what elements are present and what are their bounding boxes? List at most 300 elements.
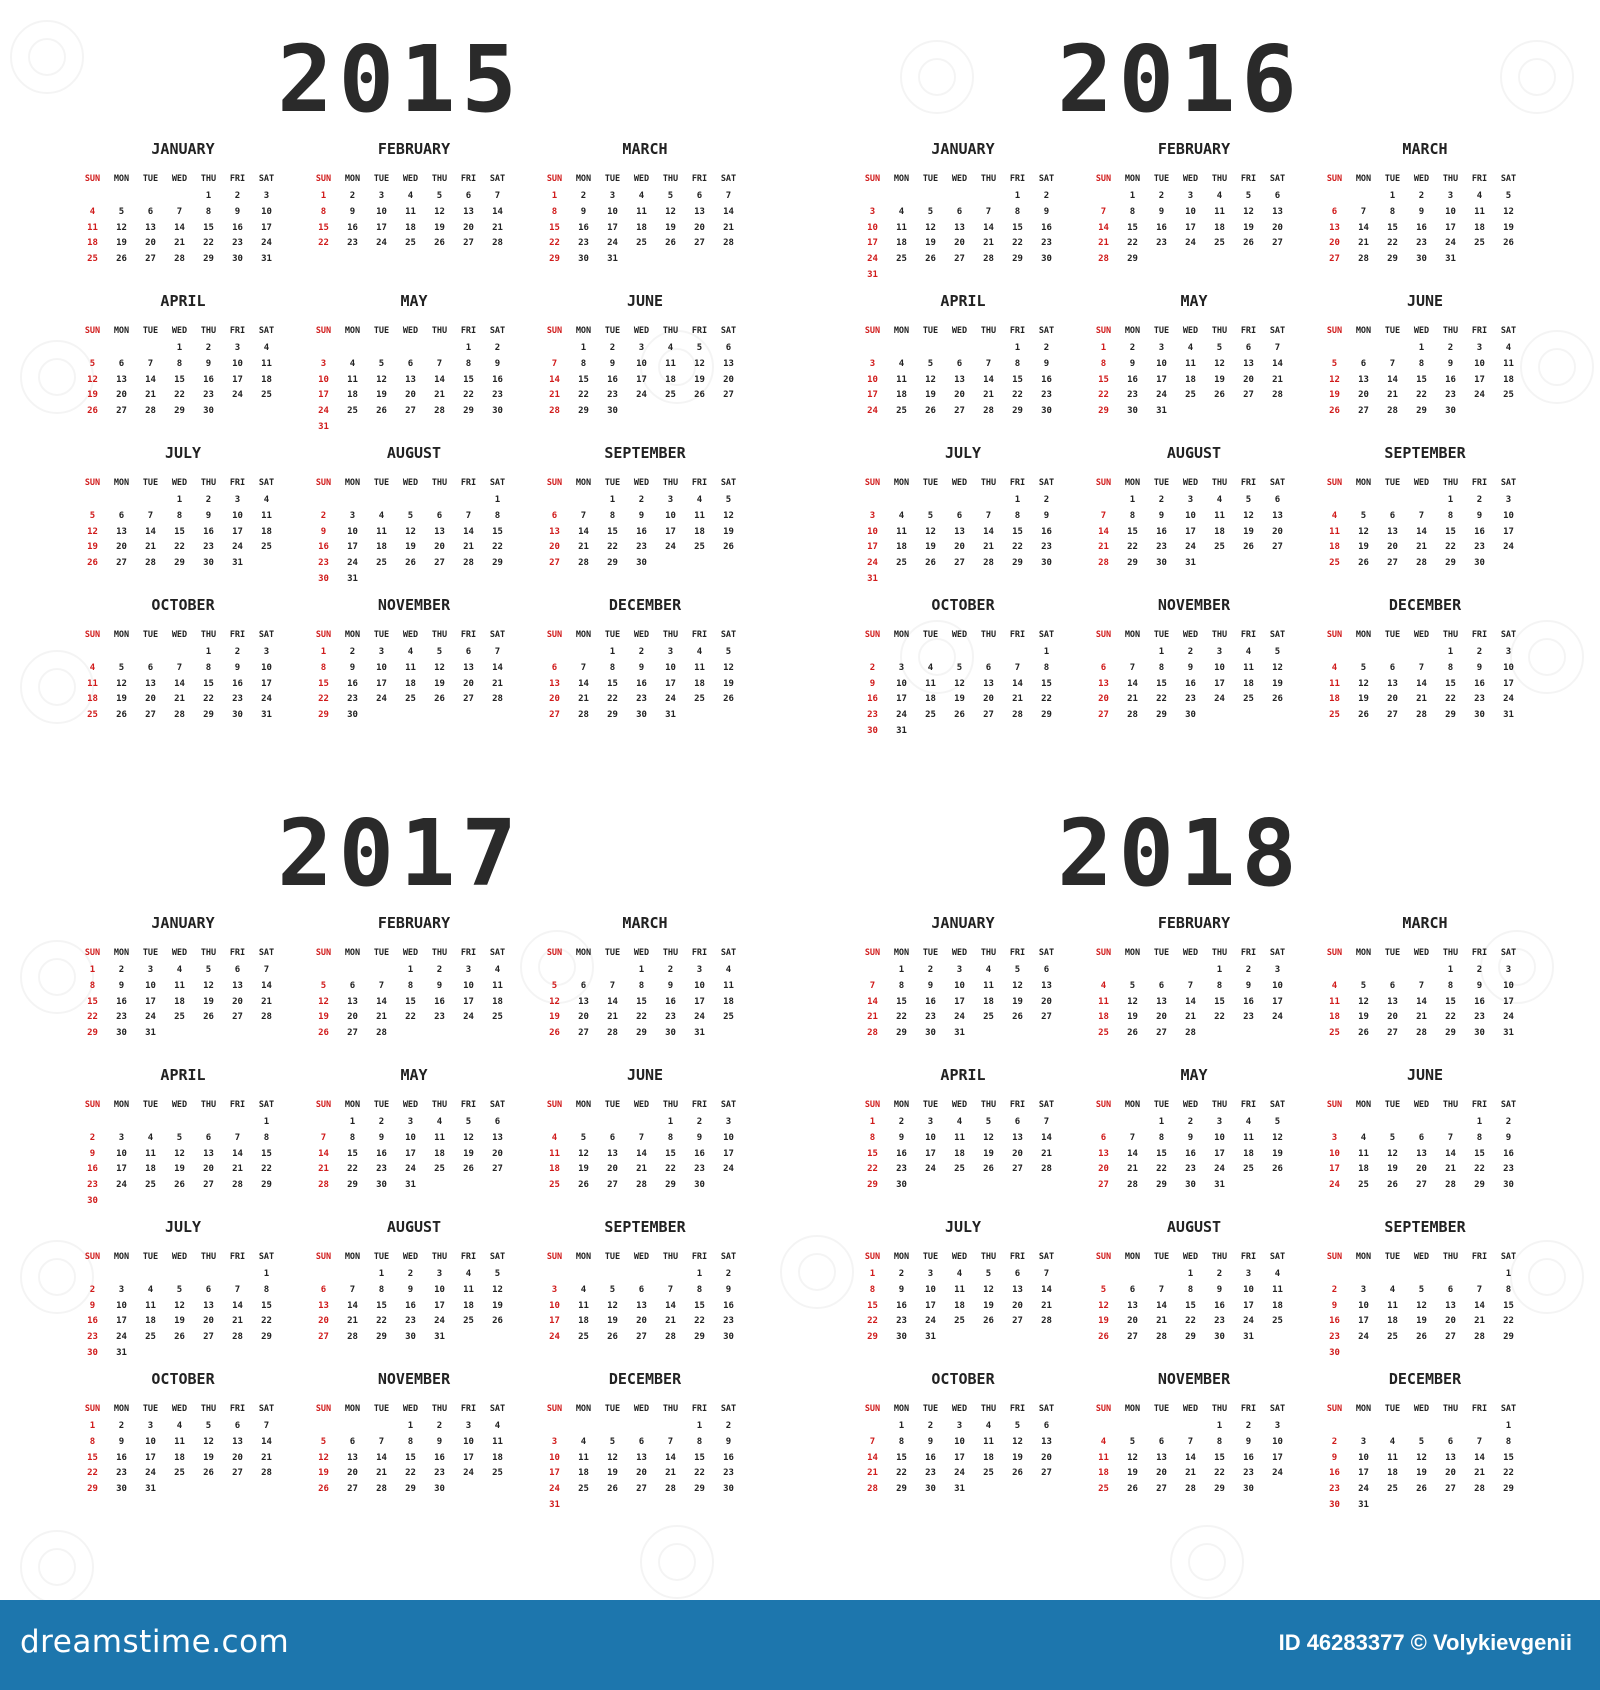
day-cell: 5: [436, 647, 443, 657]
day-cell: 14: [867, 996, 878, 1007]
day-cell: 29: [347, 1180, 358, 1191]
weekday-label: WED: [1413, 478, 1430, 488]
day-cell: 19: [376, 390, 387, 401]
day-cell: 30: [318, 574, 329, 584]
day-cell: 23: [203, 542, 214, 553]
weekday-label: THU: [1442, 1404, 1459, 1414]
day-cell: 17: [232, 374, 243, 385]
day-cell: 30: [1156, 558, 1167, 569]
day-cell: 15: [463, 374, 474, 385]
day-cell: 22: [405, 1012, 416, 1023]
day-cell: 29: [1098, 406, 1109, 417]
day-cell: 13: [607, 1148, 618, 1159]
weekday-label: TUE: [922, 630, 939, 640]
day-cell: 20: [203, 1164, 214, 1175]
weekday-label: FRI: [229, 174, 246, 184]
day-cell: 23: [1156, 238, 1167, 249]
day-cell: 9: [378, 1132, 385, 1143]
day-cell: 2: [494, 343, 501, 353]
day-cell: 20: [954, 542, 965, 553]
day-cell: 24: [1272, 1012, 1283, 1023]
day-cell: 23: [232, 694, 243, 705]
day-cell: 19: [1329, 390, 1340, 401]
day-cell: 3: [1331, 1132, 1338, 1143]
weekday-label: FRI: [460, 174, 477, 184]
day-cell: 2: [927, 965, 934, 975]
day-cell: 31: [867, 574, 878, 584]
day-cell: 4: [580, 1284, 587, 1295]
day-cell: 7: [1447, 1132, 1454, 1143]
month-name: JULY: [944, 444, 982, 462]
day-cell: 2: [927, 1421, 934, 1431]
day-cell: 24: [954, 1468, 965, 1479]
day-cell: 13: [116, 526, 127, 537]
weekday-label: SAT: [1500, 1100, 1517, 1110]
day-cell: 20: [954, 238, 965, 249]
day-cell: 4: [1100, 1436, 1107, 1447]
day-cell: 6: [234, 1421, 241, 1431]
day-cell: 5: [551, 980, 558, 991]
day-cell: 1: [176, 343, 183, 353]
day-cell: 4: [667, 343, 674, 353]
day-cell: 8: [696, 1436, 703, 1447]
day-cell: 14: [318, 1148, 329, 1159]
day-cell: 28: [1185, 1028, 1196, 1039]
day-cell: 8: [869, 1284, 876, 1295]
weekday-label: WED: [402, 948, 419, 958]
day-cell: 14: [261, 1436, 272, 1447]
day-cell: 16: [1329, 1468, 1340, 1479]
weekday-label: THU: [662, 630, 679, 640]
day-cell: 4: [494, 1421, 501, 1431]
day-cell: 31: [867, 270, 878, 280]
day-cell: 3: [147, 1421, 154, 1431]
month-name: MARCH: [1402, 914, 1448, 932]
day-cell: 8: [1447, 510, 1454, 521]
day-cell: 3: [118, 1132, 125, 1143]
month-name: DECEMBER: [608, 596, 682, 614]
day-cell: 31: [261, 710, 272, 721]
day-cell: 14: [174, 222, 185, 233]
day-cell: 13: [694, 206, 705, 217]
day-cell: 11: [434, 1132, 445, 1143]
day-cell: 9: [1043, 510, 1050, 521]
day-cell: 29: [867, 1180, 878, 1191]
weekday-label: SAT: [489, 1100, 506, 1110]
day-cell: 18: [1329, 694, 1340, 705]
day-cell: 8: [263, 1284, 270, 1295]
day-cell: 18: [549, 1164, 560, 1175]
day-cell: 20: [1416, 1164, 1427, 1175]
day-cell: 3: [696, 965, 703, 975]
weekday-label: SAT: [1500, 948, 1517, 958]
weekday-label: SAT: [1269, 1404, 1286, 1414]
dreamstime-logo[interactable]: dreamstime.com: [20, 1624, 290, 1660]
weekday-label: TUE: [373, 1404, 390, 1414]
day-cell: 11: [983, 980, 994, 991]
weekday-label: FRI: [1009, 326, 1026, 336]
day-cell: 17: [723, 1148, 734, 1159]
day-cell: 7: [147, 358, 154, 369]
day-cell: 20: [347, 1468, 358, 1479]
day-cell: 27: [1416, 1180, 1427, 1191]
day-cell: 8: [349, 1132, 356, 1143]
day-cell: 25: [1214, 542, 1225, 553]
day-cell: 17: [463, 1452, 474, 1463]
day-cell: 12: [203, 1436, 214, 1447]
day-cell: 18: [954, 1300, 965, 1311]
weekday-label: SAT: [258, 948, 275, 958]
day-cell: 9: [725, 1436, 732, 1447]
day-cell: 13: [1272, 510, 1283, 521]
day-cell: 28: [723, 238, 734, 249]
weekday-label: WED: [633, 326, 650, 336]
day-cell: 28: [232, 1332, 243, 1343]
weekday-label: SUN: [315, 630, 332, 640]
day-cell: 5: [927, 358, 934, 369]
weekday-label: FRI: [229, 326, 246, 336]
day-cell: 14: [1098, 222, 1109, 233]
day-cell: 20: [145, 238, 156, 249]
day-cell: 4: [263, 343, 270, 353]
day-cell: 13: [954, 374, 965, 385]
day-cell: 17: [261, 222, 272, 233]
day-cell: 15: [87, 996, 98, 1007]
day-cell: 6: [956, 206, 963, 217]
weekday-label: TUE: [142, 174, 159, 184]
month-name: JULY: [164, 1218, 202, 1236]
month-name: OCTOBER: [931, 596, 995, 614]
day-cell: 9: [725, 1284, 732, 1295]
day-cell: 7: [869, 980, 876, 991]
day-cell: 18: [1358, 1164, 1369, 1175]
day-cell: 12: [549, 996, 560, 1007]
day-cell: 13: [232, 1436, 243, 1447]
day-cell: 7: [1043, 1117, 1050, 1127]
day-cell: 20: [232, 1452, 243, 1463]
day-cell: 8: [89, 1436, 96, 1447]
weekday-label: THU: [662, 478, 679, 488]
day-cell: 19: [1098, 1316, 1109, 1327]
month-name: JUNE: [1406, 1066, 1444, 1084]
day-cell: 13: [1272, 206, 1283, 217]
day-cell: 7: [1187, 980, 1194, 991]
day-cell: 15: [1474, 1148, 1485, 1159]
day-cell: 11: [174, 980, 185, 991]
day-cell: 28: [376, 1028, 387, 1039]
day-cell: 1: [407, 1421, 414, 1431]
day-cell: 7: [147, 510, 154, 521]
day-cell: 8: [465, 358, 472, 369]
weekday-label: WED: [1182, 1404, 1199, 1414]
weekday-label: TUE: [373, 1252, 390, 1262]
day-cell: 8: [1389, 206, 1396, 217]
day-cell: 4: [696, 495, 703, 505]
day-cell: 5: [1331, 358, 1338, 369]
weekday-label: FRI: [1240, 1252, 1257, 1262]
day-cell: 24: [867, 558, 878, 569]
day-cell: 12: [925, 526, 936, 537]
day-cell: 28: [549, 406, 560, 417]
day-cell: 22: [1445, 1012, 1456, 1023]
day-cell: 12: [1358, 996, 1369, 1007]
day-cell: 23: [376, 1164, 387, 1175]
day-cell: 30: [1243, 1484, 1254, 1495]
day-cell: 24: [376, 694, 387, 705]
weekday-label: SAT: [489, 630, 506, 640]
day-cell: 20: [1358, 390, 1369, 401]
day-cell: 10: [1445, 206, 1456, 217]
weekday-label: MON: [575, 1100, 592, 1110]
day-cell: 13: [463, 662, 474, 673]
day-cell: 25: [376, 558, 387, 569]
day-cell: 30: [723, 1332, 734, 1343]
day-cell: 29: [1127, 254, 1138, 265]
day-cell: 13: [203, 1148, 214, 1159]
day-cell: 8: [494, 510, 501, 521]
day-cell: 14: [665, 1300, 676, 1311]
day-cell: 15: [1098, 374, 1109, 385]
day-cell: 22: [261, 1164, 272, 1175]
day-cell: 15: [1156, 1148, 1167, 1159]
day-cell: 8: [1014, 358, 1021, 369]
day-cell: 28: [636, 1180, 647, 1191]
weekday-label: SUN: [84, 326, 101, 336]
day-cell: 13: [347, 1452, 358, 1463]
weekday-label: THU: [1211, 478, 1228, 488]
day-cell: 24: [1214, 1164, 1225, 1175]
weekday-label: FRI: [691, 948, 708, 958]
day-cell: 29: [1012, 406, 1023, 417]
weekday-label: WED: [1182, 174, 1199, 184]
day-cell: 17: [1214, 678, 1225, 689]
day-cell: 24: [1272, 1468, 1283, 1479]
day-cell: 3: [869, 206, 876, 217]
weekday-label: THU: [200, 1404, 217, 1414]
weekday-label: WED: [633, 478, 650, 488]
day-cell: 11: [1098, 996, 1109, 1007]
day-cell: 4: [580, 1436, 587, 1447]
day-cell: 24: [232, 390, 243, 401]
weekday-label: TUE: [373, 1100, 390, 1110]
weekday-label: WED: [402, 1404, 419, 1414]
weekday-label: TUE: [142, 1100, 159, 1110]
weekday-label: WED: [951, 478, 968, 488]
weekday-label: WED: [171, 1252, 188, 1262]
day-cell: 22: [1012, 238, 1023, 249]
day-cell: 4: [349, 358, 356, 369]
day-cell: 12: [1214, 358, 1225, 369]
weekday-label: WED: [633, 948, 650, 958]
day-cell: 13: [1041, 1436, 1052, 1447]
day-cell: 3: [1447, 191, 1454, 201]
day-cell: 26: [607, 1332, 618, 1343]
month-name: JANUARY: [151, 140, 215, 158]
day-cell: 21: [578, 694, 589, 705]
day-cell: 19: [434, 678, 445, 689]
day-cell: 25: [1098, 1484, 1109, 1495]
day-cell: 17: [116, 1164, 127, 1175]
day-cell: 8: [609, 662, 616, 673]
day-cell: 11: [983, 1436, 994, 1447]
day-cell: 19: [203, 1452, 214, 1463]
day-cell: 12: [174, 1300, 185, 1311]
day-cell: 16: [1127, 374, 1138, 385]
day-cell: 2: [234, 647, 241, 657]
day-cell: 16: [1041, 526, 1052, 537]
day-cell: 27: [492, 1164, 503, 1175]
day-cell: 3: [1158, 343, 1165, 353]
day-cell: 25: [1329, 710, 1340, 721]
day-cell: 29: [1012, 254, 1023, 265]
day-cell: 30: [694, 1180, 705, 1191]
day-cell: 12: [723, 662, 734, 673]
day-cell: 31: [1503, 1028, 1514, 1039]
day-cell: 12: [925, 374, 936, 385]
day-cell: 2: [1331, 1284, 1338, 1295]
day-cell: 18: [376, 542, 387, 553]
day-cell: 31: [1243, 1332, 1254, 1343]
day-cell: 22: [1156, 1164, 1167, 1175]
day-cell: 18: [1098, 1468, 1109, 1479]
weekday-label: SAT: [258, 478, 275, 488]
day-cell: 4: [494, 965, 501, 975]
day-cell: 5: [725, 495, 732, 505]
day-cell: 20: [549, 542, 560, 553]
year-title: 2015: [277, 26, 523, 133]
day-cell: 25: [983, 1468, 994, 1479]
day-cell: 25: [896, 406, 907, 417]
day-cell: 26: [1272, 1164, 1283, 1175]
day-cell: 10: [145, 980, 156, 991]
day-cell: 15: [261, 1148, 272, 1159]
weekday-label: FRI: [1471, 1404, 1488, 1414]
day-cell: 21: [463, 542, 474, 553]
day-cell: 14: [549, 374, 560, 385]
day-cell: 5: [1418, 1284, 1425, 1295]
weekday-label: TUE: [604, 1252, 621, 1262]
day-cell: 25: [87, 254, 98, 265]
day-cell: 1: [494, 495, 501, 505]
day-cell: 26: [578, 1180, 589, 1191]
day-cell: 10: [1474, 358, 1485, 369]
day-cell: 2: [234, 191, 241, 201]
weekday-label: FRI: [229, 630, 246, 640]
weekday-label: MON: [113, 630, 130, 640]
day-cell: 24: [1185, 542, 1196, 553]
day-cell: 3: [349, 510, 356, 521]
day-cell: 30: [232, 710, 243, 721]
day-cell: 3: [1274, 965, 1281, 975]
day-cell: 22: [1387, 238, 1398, 249]
day-cell: 15: [1012, 526, 1023, 537]
weekday-label: THU: [200, 1252, 217, 1262]
day-cell: 22: [1185, 1316, 1196, 1327]
weekday-label: SUN: [1326, 1100, 1343, 1110]
day-cell: 20: [1272, 526, 1283, 537]
weekday-label: MON: [1124, 948, 1141, 958]
day-cell: 3: [1187, 495, 1194, 505]
day-cell: 21: [261, 996, 272, 1007]
weekday-label: MON: [1355, 1100, 1372, 1110]
day-cell: 19: [405, 542, 416, 553]
weekday-label: MON: [1124, 1100, 1141, 1110]
weekday-label: FRI: [1240, 174, 1257, 184]
day-cell: 29: [318, 710, 329, 721]
day-cell: 27: [463, 238, 474, 249]
day-cell: 16: [1185, 678, 1196, 689]
day-cell: 21: [1387, 390, 1398, 401]
day-cell: 9: [1129, 358, 1136, 369]
weekday-label: MON: [113, 174, 130, 184]
weekday-label: MON: [344, 478, 361, 488]
day-cell: 26: [174, 1180, 185, 1191]
day-cell: 11: [1329, 526, 1340, 537]
day-cell: 10: [1503, 980, 1514, 991]
weekday-label: FRI: [460, 326, 477, 336]
day-cell: 9: [667, 980, 674, 991]
day-cell: 24: [954, 1012, 965, 1023]
day-cell: 3: [263, 647, 270, 657]
day-cell: 21: [1445, 1164, 1456, 1175]
day-cell: 16: [347, 222, 358, 233]
month-name: JULY: [944, 1218, 982, 1236]
day-cell: 1: [1014, 495, 1021, 505]
day-cell: 18: [954, 1148, 965, 1159]
day-cell: 3: [118, 1284, 125, 1295]
day-cell: 10: [376, 662, 387, 673]
day-cell: 24: [665, 694, 676, 705]
weekday-label: WED: [402, 174, 419, 184]
day-cell: 17: [636, 374, 647, 385]
weekday-label: MON: [1355, 1404, 1372, 1414]
day-cell: 3: [320, 358, 327, 369]
day-cell: 14: [174, 678, 185, 689]
day-cell: 21: [665, 1316, 676, 1327]
day-cell: 15: [174, 526, 185, 537]
day-cell: 11: [694, 662, 705, 673]
day-cell: 1: [1158, 647, 1165, 657]
day-cell: 28: [145, 406, 156, 417]
weekday-label: SAT: [1500, 1252, 1517, 1262]
day-cell: 14: [347, 1300, 358, 1311]
weekday-label: SUN: [864, 1100, 881, 1110]
day-cell: 15: [1445, 678, 1456, 689]
day-cell: 7: [1389, 358, 1396, 369]
weekday-label: WED: [402, 326, 419, 336]
day-cell: 30: [1416, 254, 1427, 265]
day-cell: 26: [463, 1164, 474, 1175]
day-cell: 6: [205, 1284, 212, 1295]
day-cell: 14: [1041, 1132, 1052, 1143]
day-cell: 25: [925, 710, 936, 721]
day-cell: 18: [261, 374, 272, 385]
day-cell: 24: [549, 1484, 560, 1495]
month-name: APRIL: [940, 292, 986, 310]
day-cell: 10: [145, 1436, 156, 1447]
day-cell: 30: [1329, 1500, 1340, 1510]
day-cell: 24: [145, 1468, 156, 1479]
day-cell: 28: [174, 710, 185, 721]
day-cell: 12: [492, 1284, 503, 1295]
day-cell: 25: [261, 542, 272, 553]
day-cell: 19: [983, 1300, 994, 1311]
day-cell: 27: [116, 558, 127, 569]
weekday-label: FRI: [1240, 630, 1257, 640]
day-cell: 7: [638, 1132, 645, 1143]
day-cell: 24: [1358, 1332, 1369, 1343]
day-cell: 24: [347, 558, 358, 569]
